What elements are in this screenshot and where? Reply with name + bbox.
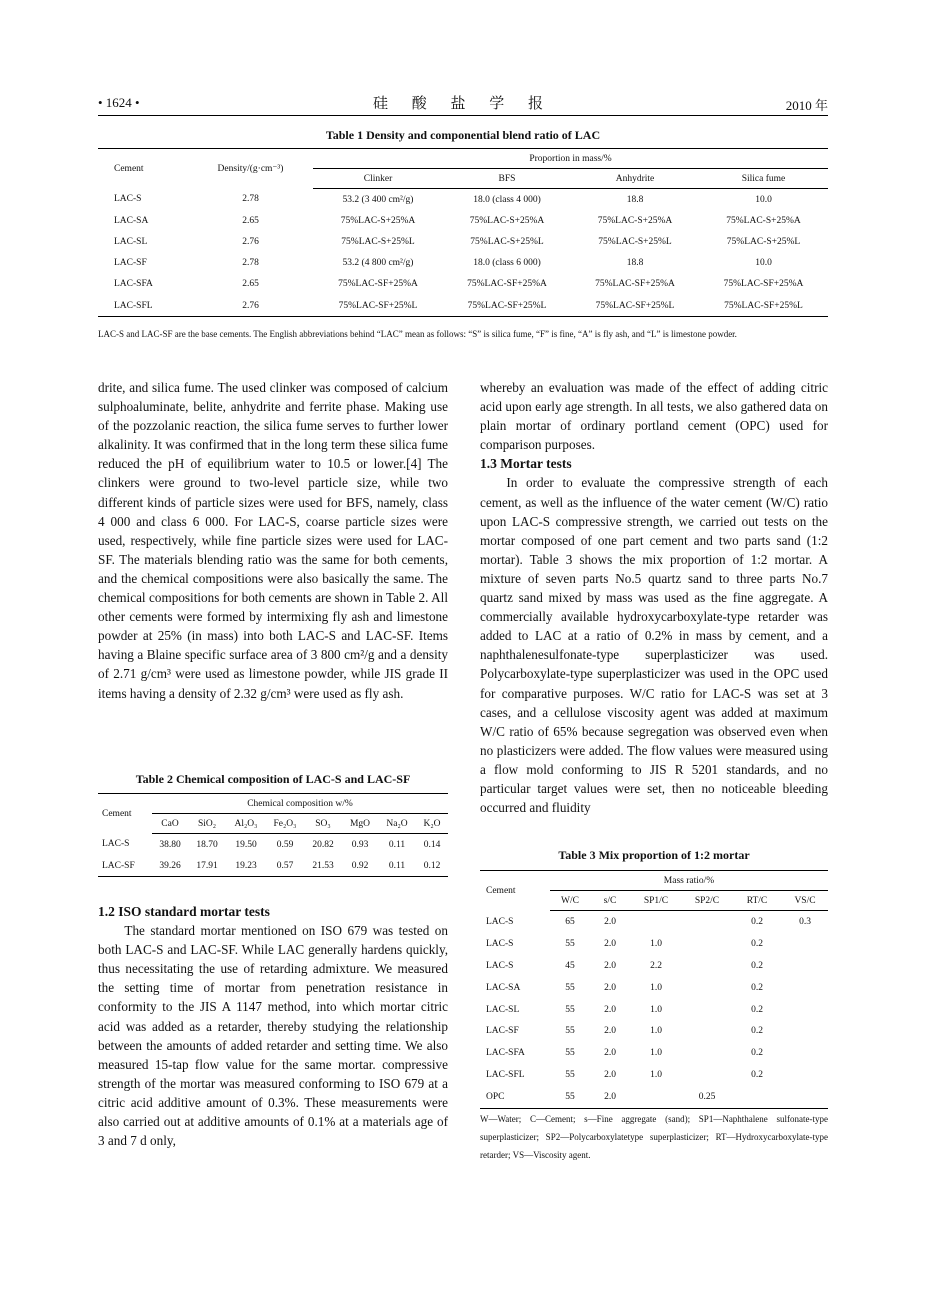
- table1-header-clinker: Clinker: [313, 169, 443, 189]
- left-column-text: [98, 378, 448, 703]
- table2-caption: Table 2 Chemical composition of LAC-S and LAC-SF: [135, 772, 411, 786]
- table2-cell: LAC-S: [102, 839, 130, 850]
- table3-cell: [682, 911, 732, 933]
- table3-cell: 2.0: [604, 1026, 616, 1037]
- table1-cell: LAC-SFA: [114, 279, 153, 290]
- table1-cell: LAC-S: [114, 194, 142, 205]
- table1-cell: 75%LAC-S+25%L: [598, 236, 672, 247]
- table3-cell: 0.2: [751, 1070, 763, 1081]
- table1: [98, 148, 828, 317]
- table1-cell: 75%LAC-SF+25%L: [443, 295, 571, 317]
- table3-cell: 1.0: [650, 1048, 662, 1059]
- table3-cell: LAC-SF: [486, 1026, 519, 1037]
- table3-cell: OPC: [480, 1086, 550, 1108]
- table3-header-sub: W/C: [550, 891, 590, 911]
- table3-cell: 65: [565, 916, 575, 927]
- table2-cell: 20.82: [312, 839, 334, 850]
- table-row: [98, 253, 828, 274]
- paragraph: whereby an evaluation was made of the effect of adding citric acid upon early age strength. In all tests, we also gathered data on plain mortar of ordinary portland cement (OPC) used for comparison purposes.: [480, 380, 828, 453]
- table3-cell: LAC-S: [486, 916, 514, 927]
- table1-cell: 53.2 (4 800 cm²/g): [342, 258, 414, 269]
- table3-cell: [782, 977, 828, 999]
- table2-header-sub: CaO: [152, 814, 188, 834]
- table-row: [98, 834, 448, 856]
- table1-cell: 75%LAC-SF+25%L: [313, 295, 443, 317]
- table1-cell: LAC-SL: [114, 236, 148, 247]
- table2-header-cement: Cement: [98, 794, 152, 834]
- page-number: • 1624 •: [98, 95, 140, 110]
- table-row: [98, 855, 448, 877]
- table3-cell: 55: [550, 1086, 590, 1108]
- table3-cell: 2.0: [604, 1048, 616, 1059]
- table3-header-cement: Cement: [480, 871, 550, 911]
- table3-header-sub: SP1/C: [630, 891, 682, 911]
- section-1-2: [98, 902, 448, 1150]
- table3-cell: [782, 1020, 828, 1042]
- section-heading: 1.2 ISO standard mortar tests: [98, 904, 270, 919]
- table1-cell: 75%LAC-S+25%L: [470, 236, 544, 247]
- table1-header-proportion: Proportion in mass/%: [313, 149, 828, 169]
- paragraph: The standard mortar mentioned on ISO 679 was tested on both LAC-S and LAC-SF. While LAC generally hardens quickly, thus necessitating the use of retarding admixture. We measured the setting time of mortar from penetration resistance in conformity to the JIS A 1147 method, into which mortar citric acid was added as a retarder, thereby studying the relationship between the amounts of added retarder and setting time. We also measured 15-tap flow value for the same mortar. compressive strength of the mortar was measured conforming to ISO 679 at a citric acid additive amount of 0.3%. These measurements were also carried out at additive amounts of 0.1% at a materials age of 3 and 7 d only,: [98, 923, 448, 1149]
- table1-cell: 2.76: [242, 236, 259, 247]
- table2-cell: 19.50: [235, 839, 257, 850]
- table3-cell: 55: [565, 1048, 575, 1059]
- table2-header-sub: K₂O: [416, 814, 448, 834]
- table3-cell: 0.2: [751, 916, 763, 927]
- table1-cell: LAC-SFL: [98, 295, 188, 317]
- table2-cell: 0.57: [266, 855, 304, 877]
- table3-cell: 1.0: [650, 1004, 662, 1015]
- table-row: [480, 955, 828, 977]
- table1-cell: LAC-SF: [114, 258, 147, 269]
- table3-cell: 0.25: [682, 1086, 732, 1108]
- table3-cell: [682, 1020, 732, 1042]
- table3-cell: [732, 1086, 782, 1108]
- table3-cell: [682, 1042, 732, 1064]
- table-row: [98, 189, 828, 211]
- table3-cell: 0.2: [751, 1048, 763, 1059]
- table2-header-sub: Fe₂O₃: [266, 814, 304, 834]
- table3-cell: LAC-S: [486, 938, 514, 949]
- table1-header-density: Density/(g·cm⁻³): [188, 149, 313, 189]
- table1-cell: 75%LAC-S+25%A: [340, 215, 416, 226]
- table3: [480, 870, 828, 1109]
- table3-cell: 0.2: [751, 1004, 763, 1015]
- table-row: [480, 1086, 828, 1108]
- table3-header-sub: VS/C: [782, 891, 828, 911]
- table2-cell: 19.23: [226, 855, 266, 877]
- table3-cell: 55: [565, 1004, 575, 1015]
- table-row: [98, 274, 828, 295]
- table3-cell: [682, 977, 732, 999]
- section-heading: 1.3 Mortar tests: [480, 456, 572, 472]
- table1-cell: 75%LAC-SF+25%A: [467, 279, 547, 290]
- table2-cell: 39.26: [152, 855, 188, 877]
- table1-cell: 75%LAC-S+25%L: [726, 236, 801, 247]
- table3-cell: [630, 911, 682, 933]
- table1-cell: 2.76: [188, 295, 313, 317]
- table1-cell: 75%LAC-SF+25%A: [723, 279, 804, 290]
- table-row: [98, 210, 828, 231]
- table2-cell: LAC-SF: [98, 855, 152, 877]
- table2-cell: 0.12: [416, 855, 448, 877]
- table3-cell: [682, 999, 732, 1021]
- table-row: [480, 1042, 828, 1064]
- table3-cell: 2.0: [604, 982, 616, 993]
- table-row: [480, 977, 828, 999]
- table1-header-anhydrite: Anhydrite: [571, 169, 699, 189]
- table3-cell: 1.0: [650, 938, 662, 949]
- table2-cell: 38.80: [159, 839, 181, 850]
- table3-cell: 0.2: [751, 938, 763, 949]
- table2: [98, 793, 448, 877]
- table1-cell: 75%LAC-S+25%A: [597, 215, 673, 226]
- table3-cell: [782, 1064, 828, 1086]
- table-row: [480, 999, 828, 1021]
- table1-cell: 2.65: [242, 215, 259, 226]
- table3-cell: [682, 955, 732, 977]
- table3-cell: 2.0: [604, 916, 616, 927]
- table3-cell: [782, 955, 828, 977]
- table3-cell: 55: [565, 938, 575, 949]
- table2-header-sub: Na₂O: [378, 814, 416, 834]
- journal-title: 硅 酸 盐 学 报: [372, 96, 553, 112]
- table3-cell: 2.2: [650, 960, 662, 971]
- table3-cell: [782, 1086, 828, 1108]
- table1-cell: 2.78: [242, 258, 259, 269]
- table3-cell: LAC-SA: [486, 982, 521, 993]
- table3-cell: 45: [565, 960, 575, 971]
- table2-cell: 0.11: [388, 839, 406, 850]
- table3-cell: LAC-SFA: [486, 1048, 525, 1059]
- table3-caption: Table 3 Mix proportion of 1:2 mortar: [558, 848, 750, 862]
- right-column-text: [480, 378, 828, 817]
- table3-header-mass: Mass ratio/%: [550, 871, 828, 891]
- table3-cell: [782, 933, 828, 955]
- table3-cell: [782, 999, 828, 1021]
- table2-header-sub: SO₃: [304, 814, 342, 834]
- table2-cell: 18.70: [196, 839, 218, 850]
- table2-header-sub: Al₂O₃: [226, 814, 266, 834]
- table3-cell: 1.0: [650, 1070, 662, 1081]
- table1-cell: 2.78: [242, 194, 259, 205]
- table1-note: LAC-S and LAC-SF are the base cements. The English abbreviations behind “LAC” mean as follows: “S” is silica fume, “F” is fine, “A” is fly ash, and “L” is limestone powder.: [98, 329, 737, 339]
- table3-cell: [682, 933, 732, 955]
- table1-cell: 10.0: [755, 258, 772, 269]
- table-row: [98, 295, 828, 317]
- table3-cell: 0.2: [751, 1026, 763, 1037]
- table1-cell: 75%LAC-SF+25%A: [595, 279, 675, 290]
- table2-cell: 0.59: [276, 839, 294, 850]
- table3-cell: 55: [565, 982, 575, 993]
- table-row: [480, 933, 828, 955]
- table3-cell: [782, 1042, 828, 1064]
- table1-cell: 75%LAC-SF+25%L: [699, 295, 828, 317]
- table2-cell: 17.91: [188, 855, 226, 877]
- table1-cell: 18.0 (class 6 000): [473, 258, 541, 269]
- table2-cell: 0.92: [342, 855, 378, 877]
- table3-cell: 1.0: [650, 1026, 662, 1037]
- table1-caption: Table 1 Density and componential blend ratio of LAC: [325, 128, 601, 142]
- table-row: [480, 1020, 828, 1042]
- table3-cell: [682, 1064, 732, 1086]
- table3-cell: 2.0: [590, 1086, 630, 1108]
- table3-cell: 2.0: [604, 1004, 616, 1015]
- table2-header-sub: MgO: [342, 814, 378, 834]
- table2-cell: 0.14: [423, 839, 441, 850]
- table1-header-silica-fume: Silica fume: [699, 169, 828, 189]
- table3-cell: 0.2: [751, 960, 763, 971]
- table3-cell: 55: [565, 1070, 575, 1081]
- table2-cell: 21.53: [304, 855, 342, 877]
- table1-cell: 10.0: [755, 194, 772, 205]
- paragraph: In order to evaluate the compressive strength of each cement, as well as the influence of the water cement (W/C) ratio upon LAC-S compressive strength, we carried out tests on the mortar composed of one part cement and two parts sand (1:2 mortar). Table 3 shows the mix proportion of 1:2 mortar. A mixture of seven parts No.5 quartz sand to three parts No.7 quartz sand mixed by mass was used as the fine aggregate. A commercially available hydroxycarboxylate-type retarder was added to LAC at a ratio of 0.2% in mass by cement, and a naphthalenesulfonate-type superplasticizer was used. Polycarboxylate-type superplasticizer was used in the OPC used for comparative purposes. W/C ratio for LAC-S was set at 3 cases, and a cellulose viscosity agent was added at maximum W/C ratio of 65% because segregation was observed even when no plasticizers were added. The flow values were measured using a flow mold conforming to JIS R 5201 standards, and no particular target values were set, then no noticeable bleeding occurred and fluidity: [480, 475, 828, 816]
- table3-cell: 2.0: [604, 1070, 616, 1081]
- table1-cell: LAC-SA: [114, 215, 149, 226]
- table3-cell: [630, 1086, 682, 1108]
- table3-cell: 0.3: [799, 916, 811, 927]
- table3-cell: 2.0: [604, 938, 616, 949]
- table3-cell: 0.2: [751, 982, 763, 993]
- table3-cell: LAC-SFL: [486, 1070, 525, 1081]
- journal-year: 2010 年: [785, 98, 828, 113]
- table-row: [480, 1064, 828, 1086]
- table2-cell: 0.93: [351, 839, 369, 850]
- table3-header-sub: RT/C: [732, 891, 782, 911]
- table1-header-cement: Cement: [98, 149, 188, 189]
- table3-cell: LAC-S: [486, 960, 514, 971]
- table3-header-sub: SP2/C: [682, 891, 732, 911]
- table3-cell: LAC-SL: [486, 1004, 520, 1015]
- table2-header-sub: SiO₂: [188, 814, 226, 834]
- table1-cell: 75%LAC-S+25%A: [469, 215, 545, 226]
- header-rule: [98, 115, 828, 116]
- table3-cell: 55: [565, 1026, 575, 1037]
- table2-header-chemical: Chemical composition w/%: [152, 794, 448, 814]
- page-header: [98, 92, 828, 114]
- table1-cell: 75%LAC-SF+25%A: [338, 279, 418, 290]
- table1-cell: 18.0 (class 4 000): [473, 194, 541, 205]
- table3-header-sub: s/C: [590, 891, 630, 911]
- table1-cell: 18.8: [626, 258, 644, 269]
- table3-cell: 1.0: [650, 982, 662, 993]
- table-row: [480, 911, 828, 933]
- table1-cell: 18.8: [626, 194, 644, 205]
- table2-cell: 0.11: [378, 855, 416, 877]
- table1-header-bfs: BFS: [443, 169, 571, 189]
- table3-cell: 2.0: [604, 960, 616, 971]
- table3-note: W—Water; C—Cement; s—Fine aggregate (sand); SP1—Naphthalene sulfonate-type superplasticizer; SP2—Polycarboxylatetype superplasticizer; RT—Hydroxycarboxylate-type retarder; VS—Viscosity agent.: [480, 1114, 828, 1160]
- table1-cell: 75%LAC-S+25%A: [726, 215, 801, 226]
- table-row: [98, 231, 828, 252]
- paragraph: drite, and silica fume. The used clinker was composed of calcium sulphoaluminate, belite, anhydrite and ferrite phase. Making use of the pozzolanic reaction, the silica fume serves to further lower alkalinity. It was confirmed that in the long term these silica fume reduced the pH of equilibrium water to 10.5 or lower.[4] The clinkers were ground to two-level particle size, while two different kinds of particle sizes were used for BFS, namely, class 4 000 and class 6 000. For LAC-S, coarse particle sizes were used, respectively, while fine particle sizes were used for LAC-SF. The materials blending ratio was the same for both cements, and the chemical compositions were also basically the same. The chemical compositions for both cements are shown in Table 2. All other cements were formed by intermixing fly ash and limestone powder at 25% (in mass) into both LAC-S and LAC-SF. Items having a Blaine specific surface area of 3 800 cm²/g and a density of 2.71 g/cm³ were used as limestone powder, while JIS grade II items having a density of 2.32 g/cm³ were used as fly ash.: [98, 380, 448, 701]
- table1-cell: 75%LAC-S+25%L: [341, 236, 415, 247]
- table1-cell: 2.65: [242, 279, 259, 290]
- table1-cell: 53.2 (3 400 cm²/g): [342, 194, 414, 205]
- table1-cell: 75%LAC-SF+25%L: [571, 295, 699, 317]
